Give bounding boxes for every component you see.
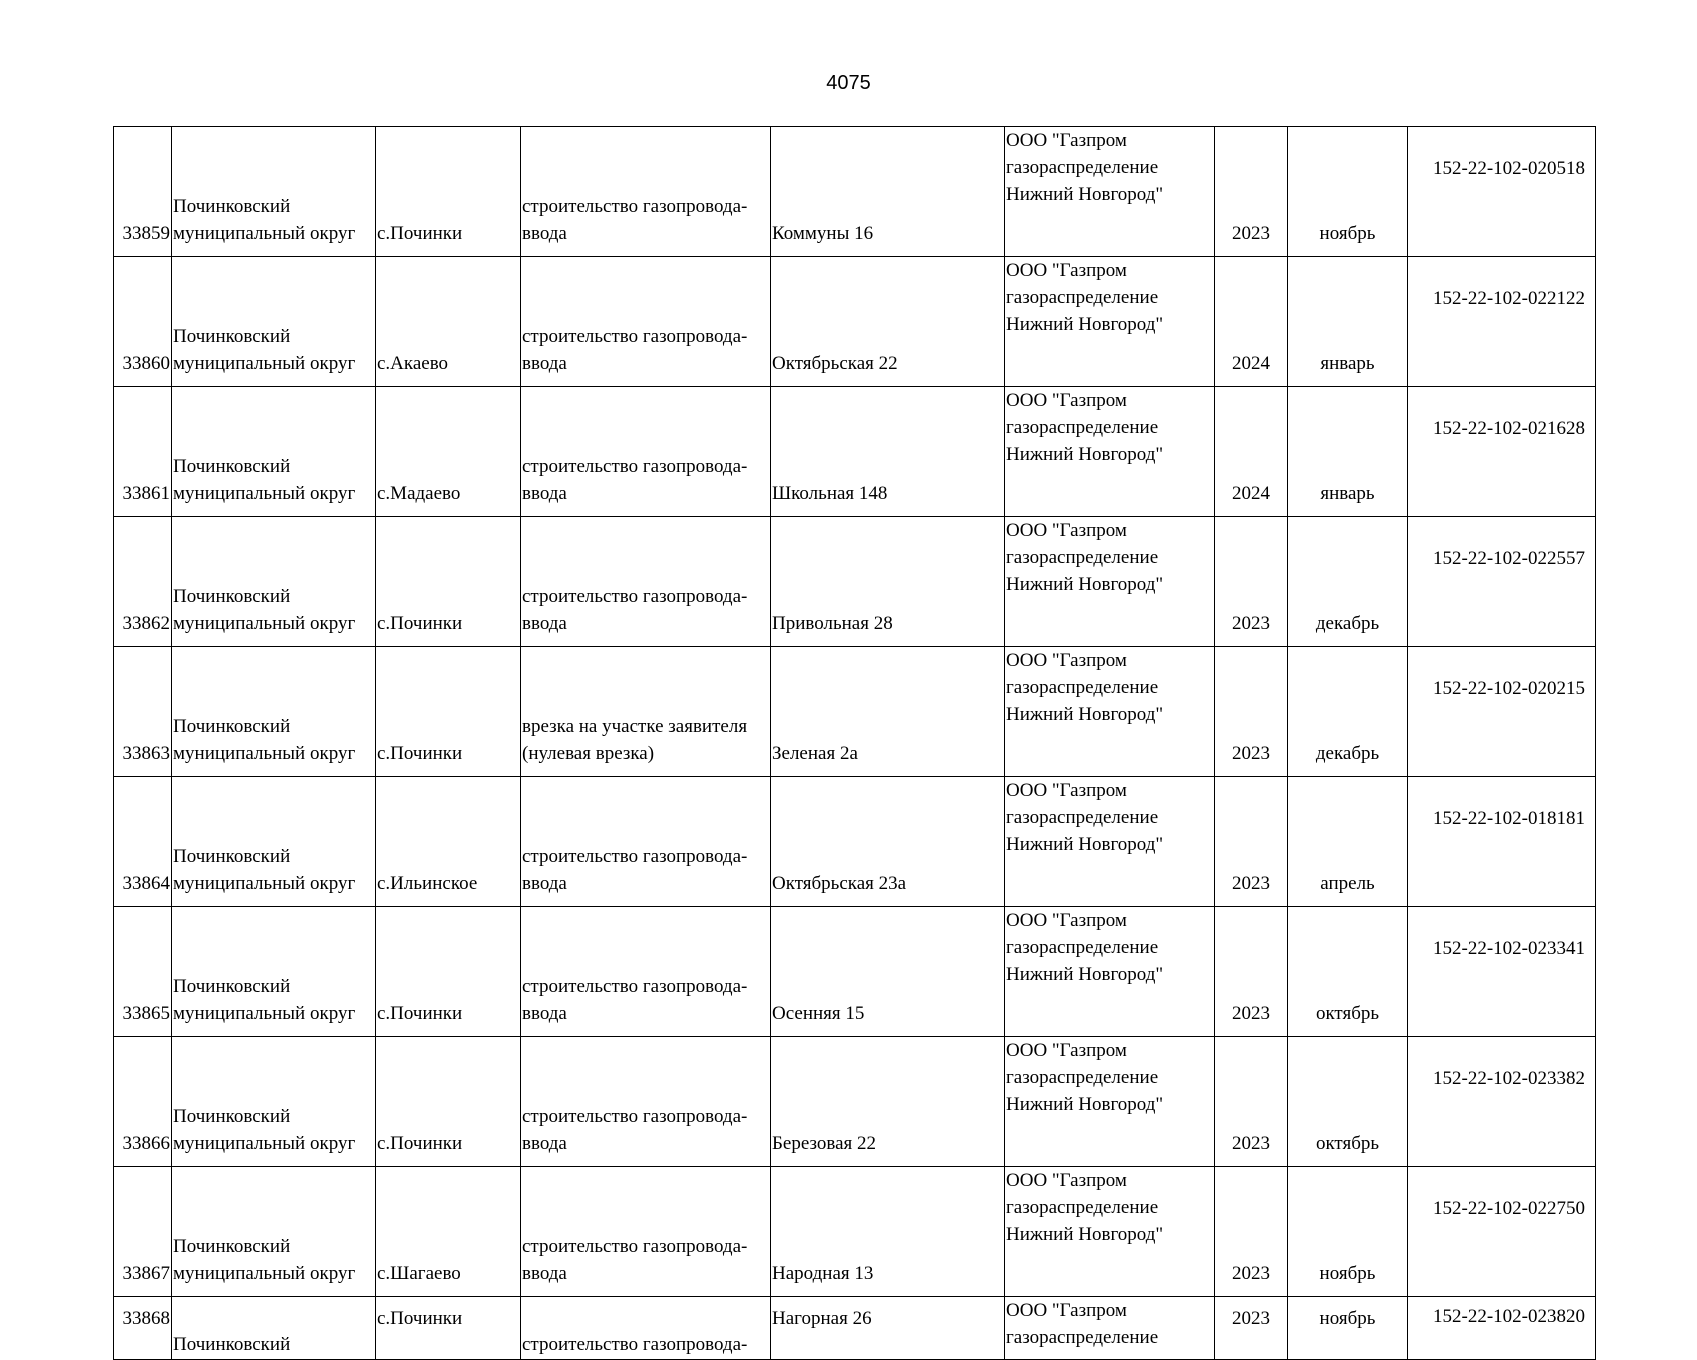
table-row — [114, 1167, 1596, 1297]
table-row — [114, 127, 1596, 257]
month-cell: январь — [1288, 257, 1408, 387]
work-type-cell: врезка на участке заявителя (нулевая врезка) — [521, 647, 771, 777]
month-cell: октябрь — [1288, 1037, 1408, 1167]
organization-cell: ООО "Газпром газораспределение Нижний Новгород" — [1005, 517, 1215, 647]
organization-cell: ООО "Газпром газораспределение Нижний Новгород" — [1005, 257, 1215, 387]
application-code-cell: 152-22-102-021628 — [1408, 387, 1596, 517]
application-code-cell: 152-22-102-023382 — [1408, 1037, 1596, 1167]
district-cell: Починковский муниципальный округ — [172, 517, 376, 647]
row-number-cell: 33867 — [114, 1167, 172, 1297]
table-row — [114, 387, 1596, 517]
year-cell: 2024 — [1215, 387, 1288, 517]
application-code-cell: 152-22-102-020215 — [1408, 647, 1596, 777]
month-cell: октябрь — [1288, 907, 1408, 1037]
application-code-cell: 152-22-102-022557 — [1408, 517, 1596, 647]
settlement-cell: с.Починки — [376, 517, 521, 647]
table-row — [114, 517, 1596, 647]
address-cell: Школьная 148 — [771, 387, 1005, 517]
year-cell: 2023 — [1215, 907, 1288, 1037]
address-cell: Октябрьская 23а — [771, 777, 1005, 907]
organization-cell: ООО "Газпром газораспределение — [1005, 1297, 1215, 1360]
row-number-cell: 33868 — [114, 1297, 172, 1360]
organization-cell: ООО "Газпром газораспределение Нижний Новгород" — [1005, 387, 1215, 517]
year-cell: 2023 — [1215, 1167, 1288, 1297]
address-cell: Октябрьская 22 — [771, 257, 1005, 387]
settlement-cell: с.Мадаево — [376, 387, 521, 517]
month-cell: январь — [1288, 387, 1408, 517]
work-type-cell: строительство газопровода- — [521, 1297, 771, 1360]
work-type-cell: строительство газопровода- ввода — [521, 127, 771, 257]
work-type-cell: строительство газопровода- ввода — [521, 1037, 771, 1167]
work-type-cell: строительство газопровода- ввода — [521, 1167, 771, 1297]
work-type-cell: строительство газопровода- ввода — [521, 907, 771, 1037]
year-cell: 2023 — [1215, 777, 1288, 907]
table-row — [114, 1037, 1596, 1167]
month-cell: ноябрь — [1288, 1297, 1408, 1360]
settlement-cell: с.Починки — [376, 1037, 521, 1167]
organization-cell: ООО "Газпром газораспределение Нижний Новгород" — [1005, 647, 1215, 777]
table-row — [114, 647, 1596, 777]
application-code-cell: 152-22-102-023820 — [1408, 1297, 1596, 1360]
year-cell: 2023 — [1215, 127, 1288, 257]
organization-cell: ООО "Газпром газораспределение Нижний Новгород" — [1005, 1167, 1215, 1297]
table-row — [114, 777, 1596, 907]
settlement-cell: с.Ильинское — [376, 777, 521, 907]
application-code-cell: 152-22-102-022122 — [1408, 257, 1596, 387]
row-number-cell: 33862 — [114, 517, 172, 647]
table-row — [114, 257, 1596, 387]
settlement-cell: с.Починки — [376, 647, 521, 777]
application-code-cell: 152-22-102-023341 — [1408, 907, 1596, 1037]
row-number-cell: 33866 — [114, 1037, 172, 1167]
year-cell: 2024 — [1215, 257, 1288, 387]
district-cell: Починковский муниципальный округ — [172, 907, 376, 1037]
table-row — [114, 907, 1596, 1037]
organization-cell: ООО "Газпром газораспределение Нижний Новгород" — [1005, 1037, 1215, 1167]
organization-cell: ООО "Газпром газораспределение Нижний Новгород" — [1005, 127, 1215, 257]
work-type-cell: строительство газопровода- ввода — [521, 777, 771, 907]
table-row — [114, 1297, 1596, 1360]
address-cell: Березовая 22 — [771, 1037, 1005, 1167]
page-number: 4075 — [826, 72, 871, 94]
district-cell: Починковский муниципальный округ — [172, 777, 376, 907]
month-cell: ноябрь — [1288, 1167, 1408, 1297]
address-cell: Осенняя 15 — [771, 907, 1005, 1037]
district-cell: Починковский муниципальный округ — [172, 127, 376, 257]
address-cell: Народная 13 — [771, 1167, 1005, 1297]
district-cell: Починковский муниципальный округ — [172, 647, 376, 777]
work-type-cell: строительство газопровода- ввода — [521, 517, 771, 647]
row-number-cell: 33863 — [114, 647, 172, 777]
organization-cell: ООО "Газпром газораспределение Нижний Новгород" — [1005, 907, 1215, 1037]
row-number-cell: 33864 — [114, 777, 172, 907]
application-code-cell: 152-22-102-020518 — [1408, 127, 1596, 257]
year-cell: 2023 — [1215, 647, 1288, 777]
month-cell: декабрь — [1288, 517, 1408, 647]
year-cell: 2023 — [1215, 1297, 1288, 1360]
month-cell: апрель — [1288, 777, 1408, 907]
organization-cell: ООО "Газпром газораспределение Нижний Новгород" — [1005, 777, 1215, 907]
application-code-cell: 152-22-102-022750 — [1408, 1167, 1596, 1297]
district-cell: Починковский муниципальный округ — [172, 1167, 376, 1297]
work-type-cell: строительство газопровода- ввода — [521, 257, 771, 387]
district-cell: Починковский муниципальный округ — [172, 387, 376, 517]
month-cell: ноябрь — [1288, 127, 1408, 257]
district-cell: Починковский — [172, 1297, 376, 1360]
year-cell: 2023 — [1215, 1037, 1288, 1167]
address-cell: Коммуны 16 — [771, 127, 1005, 257]
year-cell: 2023 — [1215, 517, 1288, 647]
row-number-cell: 33859 — [114, 127, 172, 257]
settlement-cell: с.Починки — [376, 127, 521, 257]
work-type-cell: строительство газопровода- ввода — [521, 387, 771, 517]
settlement-cell: с.Акаево — [376, 257, 521, 387]
gas-connection-table — [113, 126, 1596, 1360]
month-cell: декабрь — [1288, 647, 1408, 777]
settlement-cell: с.Шагаево — [376, 1167, 521, 1297]
district-cell: Починковский муниципальный округ — [172, 257, 376, 387]
district-cell: Починковский муниципальный округ — [172, 1037, 376, 1167]
settlement-cell: с.Починки — [376, 907, 521, 1037]
table-body — [114, 127, 1596, 1360]
address-cell: Нагорная 26 — [771, 1297, 1005, 1360]
address-cell: Зеленая 2а — [771, 647, 1005, 777]
row-number-cell: 33865 — [114, 907, 172, 1037]
settlement-cell: с.Починки — [376, 1297, 521, 1360]
application-code-cell: 152-22-102-018181 — [1408, 777, 1596, 907]
address-cell: Привольная 28 — [771, 517, 1005, 647]
row-number-cell: 33860 — [114, 257, 172, 387]
row-number-cell: 33861 — [114, 387, 172, 517]
